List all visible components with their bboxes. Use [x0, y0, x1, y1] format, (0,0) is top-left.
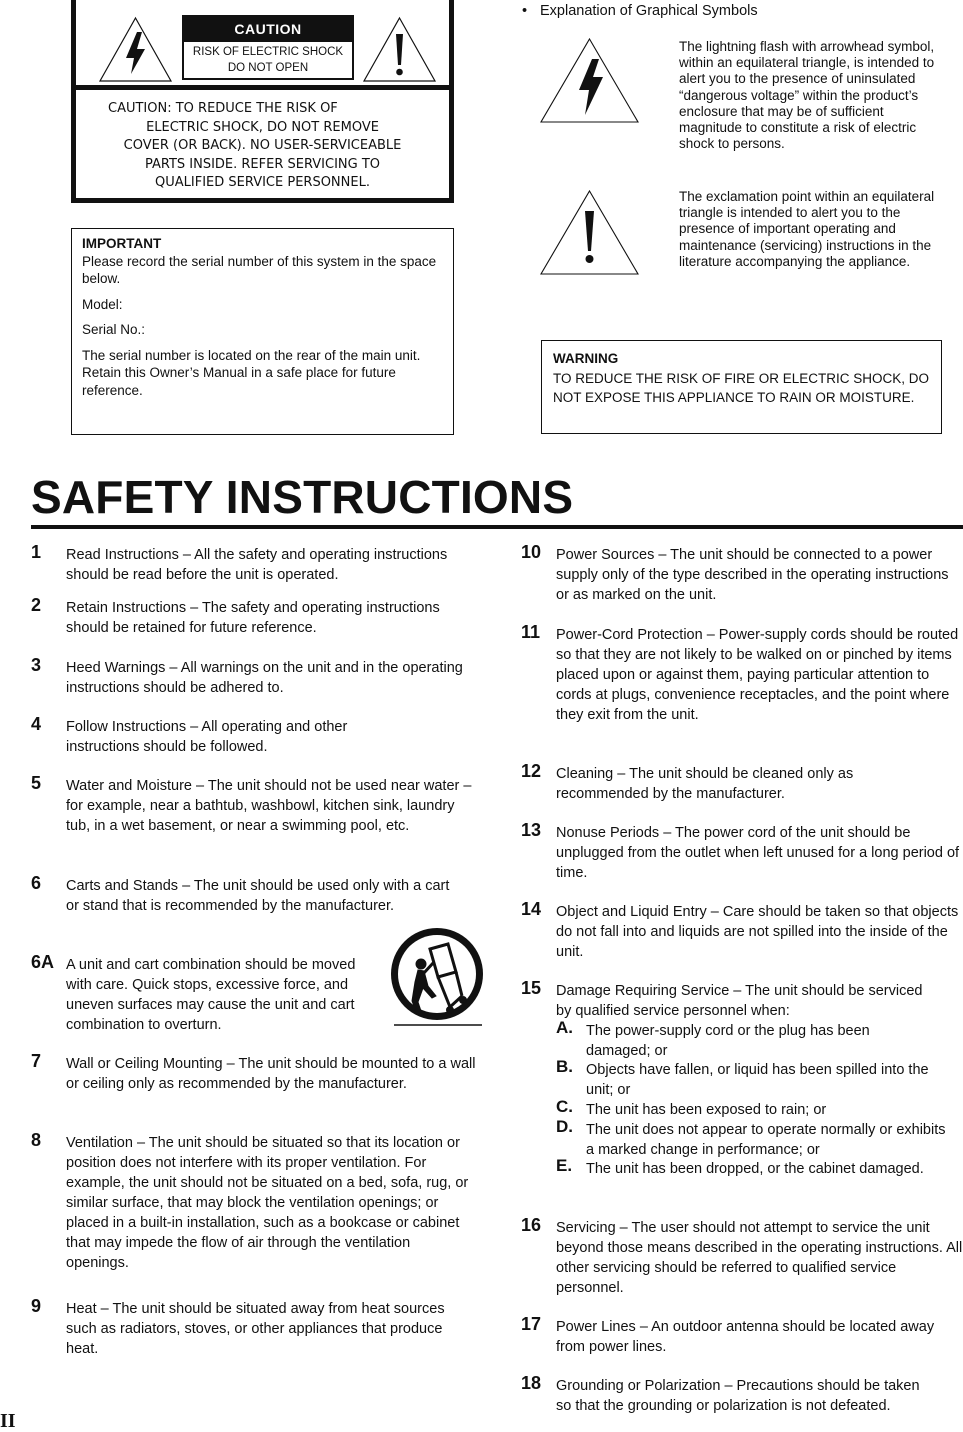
item-number: 5: [31, 773, 42, 793]
item-number: 7: [31, 1051, 42, 1071]
lightning-explanation: The lightning flash with arrowhead symbol, within an equilateral triangle, is intended to alert you to the presence of uninsulated “dangerous voltage” within the product’s enclosure that may be of sufficient magnitude to constitute a risk of electric shock to persons.: [679, 39, 935, 152]
serial-label: Serial No.:: [82, 322, 146, 337]
item-text: Heat – The unit should be situated away from heat sources such as radiators, stoves, or other appliances that produce heat.: [66, 1301, 445, 1357]
important-intro: Please record the serial number of this system in the space below.: [82, 253, 437, 286]
item-number: 15: [521, 978, 542, 998]
caution-sub-line-2: DO NOT OPEN: [227, 62, 309, 74]
caution-sub-line-1: RISK OF ELECTRIC SHOCK: [192, 46, 344, 58]
caution-body-line: QUALIFIED SERVICE PERSONNEL.: [155, 175, 370, 190]
item-number: 12: [521, 761, 542, 781]
item-text: Retain Instructions – The safety and operating instructions should be retained for future reference.: [66, 600, 440, 636]
item-text: Power Lines – An outdoor antenna should be located away from power lines.: [556, 1319, 935, 1355]
item-text: Power Sources – The unit should be connected to a power supply only of the type described in the operating instructions or as marked on the unit.: [556, 547, 949, 603]
important-title: IMPORTANT: [82, 236, 162, 251]
sub-item-letter: C.: [556, 1097, 573, 1116]
exclamation-explanation: The exclamation point within an equilateral triangle is intended to alert you to the presence of important operating and maintenance (servicing) instructions in the literature accompanying the appliance.: [679, 189, 935, 269]
caution-body-line: ELECTRIC SHOCK, DO NOT REMOVE: [146, 119, 379, 135]
item-text: Wall or Ceiling Mounting – The unit should be mounted to a wall or ceiling only as recommended by the manufacturer.: [66, 1056, 476, 1092]
item-text: Damage Requiring Service – The unit should be serviced by qualified service personnel when:: [556, 983, 923, 1019]
sub-item-text: The power-supply cord or the plug has been damaged; or: [586, 1023, 870, 1059]
item-number: 4: [31, 714, 42, 734]
warning-text: TO REDUCE THE RISK OF FIRE OR ELECTRIC SHOCK, DO NOT EXPOSE THIS APPLIANCE TO RAIN OR MOISTURE.: [553, 370, 930, 405]
lightning-triangle-icon: [539, 37, 640, 124]
sub-item-text: The unit does not appear to operate normally or exhibits a marked change in performance; or: [586, 1122, 946, 1158]
sub-item-letter: B.: [556, 1057, 573, 1076]
symbols-title: • Explanation of Graphical Symbols: [540, 3, 758, 19]
item-number: 16: [521, 1215, 542, 1235]
caution-body-text: [76, 95, 449, 193]
sub-item-text: Objects have fallen, or liquid has been spilled into the unit; or: [586, 1062, 929, 1098]
item-text: Ventilation – The unit should be situated so that its location or position does not interfere with its proper ventilation. For example, the unit should not be situated on a bed, sofa, rug, or similar surface, that may block the ventilation openings; or placed in a built-in installation, such as a bookcase or cabinet that may impede the flow of air through the ventilation openings.: [66, 1135, 469, 1271]
exclamation-warning-icon: [362, 16, 437, 83]
sub-item-letter: A.: [556, 1018, 573, 1037]
item-text: Grounding or Polarization – Precautions should be taken so that the grounding or polarization is not defeated.: [556, 1378, 920, 1414]
warning-title: WARNING: [553, 351, 619, 366]
item-number: 9: [31, 1296, 42, 1316]
caution-body-line: COVER (OR BACK). NO USER-SERVICEABLE: [123, 138, 402, 153]
exclamation-triangle-icon: [539, 189, 640, 276]
item-text: A unit and cart combination should be moved with care. Quick stops, excessive force, and uneven surfaces may cause the unit and cart combination to overturn.: [66, 957, 356, 1033]
sub-item-text: The unit has been exposed to rain; or: [586, 1102, 827, 1118]
sub-item-text: The unit has been dropped, or the cabinet damaged.: [586, 1161, 924, 1177]
model-label: Model:: [82, 296, 123, 312]
item-number: 6: [31, 873, 42, 893]
item-text: Carts and Stands – The unit should be used only with a cart or stand that is recommended by the manufacturer.: [66, 878, 450, 914]
important-note-1: The serial number is located on the rear of the main unit.: [82, 347, 421, 363]
item-number: 11: [521, 622, 541, 642]
important-box: [71, 228, 454, 435]
item-number: 18: [521, 1373, 542, 1393]
item-number: 10: [521, 542, 542, 562]
caution-label: [182, 15, 354, 80]
item-number: 1: [31, 542, 42, 562]
caution-label-panel: [71, 0, 454, 203]
title-rule: [31, 525, 963, 529]
item-number: 2: [31, 595, 42, 615]
lightning-warning-icon: [98, 16, 173, 83]
item-text: Object and Liquid Entry – Care should be taken so that objects do not fall into and liquids are not spilled into the inside of the unit.: [556, 904, 959, 960]
item-text: Cleaning – The unit should be cleaned only as recommended by the manufacturer.: [556, 766, 854, 802]
item-number: 17: [521, 1314, 542, 1334]
item-number: 14: [521, 899, 542, 919]
item-number: 13: [521, 820, 542, 840]
item-text: Power-Cord Protection – Power-supply cords should be routed so that they are not likely to be walked on or pinched by items placed upon or against them, paying particular attention to cords at plugs, convenience receptacles, and the point where they exit from the unit.: [556, 627, 959, 723]
caution-header: CAUTION: [184, 17, 352, 42]
item-text: Nonuse Periods – The power cord of the unit should be unplugged from the outlet when left unused for a long period of time.: [556, 825, 960, 881]
item-number: 3: [31, 655, 42, 675]
cart-tipover-warning-icon: [390, 924, 484, 1028]
caution-body-line: PARTS INSIDE. REFER SERVICING TO: [144, 156, 381, 172]
item-number: 8: [31, 1130, 42, 1150]
page-number: II: [0, 1410, 16, 1432]
warning-box: [541, 340, 942, 434]
item-text: Heed Warnings – All warnings on the unit and in the operating instructions should be adhered to.: [66, 660, 463, 696]
item-text: Read Instructions – All the safety and operating instructions should be read before the unit is operated.: [66, 547, 448, 583]
caution-subtext: [184, 42, 352, 76]
item-text: Servicing – The user should not attempt to service the unit beyond those means described in the operating instructions. All other servicing should be referred to qualified service personnel.: [556, 1220, 963, 1296]
caution-body-line: CAUTION: TO REDUCE THE RISK OF: [108, 101, 338, 116]
sub-item-letter: E.: [556, 1156, 573, 1175]
item-text: Water and Moisture – The unit should not be used near water – for example, near a bathtub, washbowl, kitchen sink, laundry tub, in a wet basement, or near a swimming pool, etc.: [66, 778, 472, 834]
item-number: 6A: [31, 952, 55, 972]
caution-symbol-row: [76, 0, 449, 90]
item-text: Follow Instructions – All operating and other instructions should be followed.: [66, 719, 348, 755]
page-title: SAFETY INSTRUCTIONS: [31, 471, 574, 523]
sub-item-letter: D.: [556, 1117, 573, 1136]
important-note-2: Retain this Owner’s Manual in a safe place for future reference.: [82, 365, 396, 398]
